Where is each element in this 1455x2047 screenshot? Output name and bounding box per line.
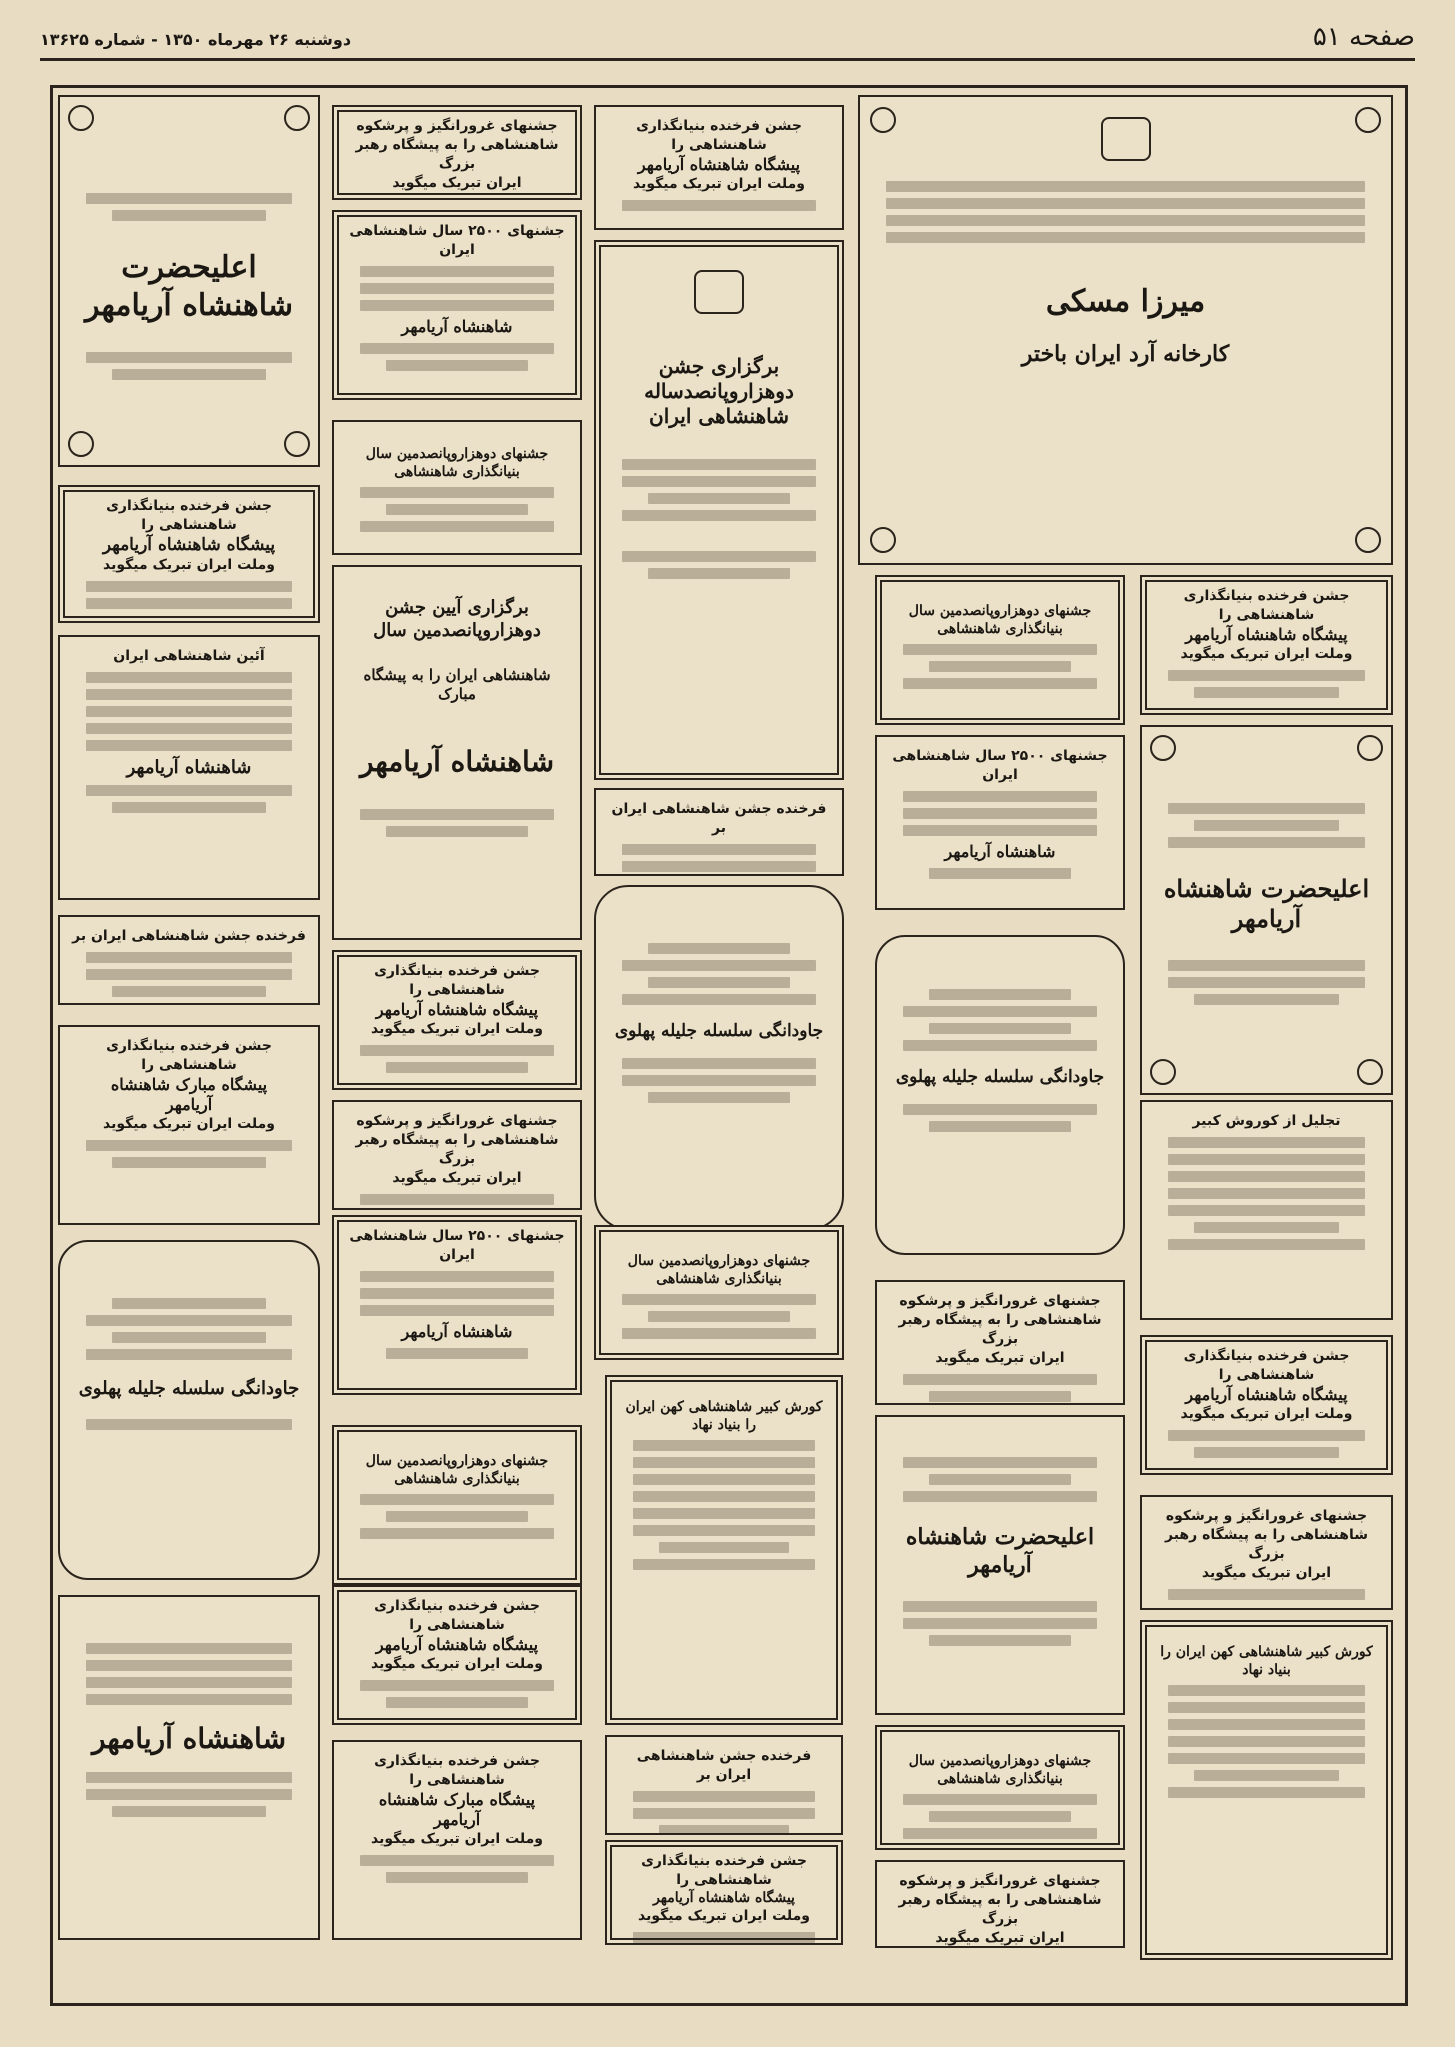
placeholder-text <box>112 1806 266 1817</box>
placeholder-text <box>886 181 1365 192</box>
placeholder-text <box>903 791 1097 802</box>
placeholder-text <box>86 581 292 592</box>
corner-ornament-icon <box>1150 735 1176 761</box>
issue-date-line: دوشنبه ۲۶ مهرماه ۱۳۵۰ - شماره ۱۳۶۲۵ <box>40 30 352 49</box>
ad-line: شاهنشاه آریامهر <box>401 1321 513 1341</box>
placeholder-text <box>648 568 790 579</box>
ad-headline: کورش کبیر شاهنشاهی کهن ایران را بنیاد نهاد <box>625 1399 823 1433</box>
ad-line: وملت ایران تبریک میگوید <box>633 175 805 192</box>
placeholder-text <box>1168 1719 1365 1730</box>
ad-line: شاهنشاهی را به پیشگاه رهبر بزرگ <box>355 1131 559 1167</box>
placeholder-text <box>633 1474 815 1485</box>
placeholder-text <box>633 1932 815 1943</box>
ad-d13 <box>875 1725 1125 1850</box>
ad-b10 <box>332 1740 582 1940</box>
ad-line: پیشگاه شاهنشاه آریامهر <box>375 1634 539 1654</box>
placeholder-text <box>929 1811 1071 1822</box>
ad-d4 <box>875 735 1125 910</box>
ad-headline: اعلیحضرت شاهنشاه آریامهر <box>905 1524 1095 1578</box>
ad-line: پیشگاه شاهنشاه آریامهر <box>1185 1384 1348 1404</box>
ad-headline: کورش کبیر شاهنشاهی کهن ایران را بنیاد نهاد <box>1160 1644 1373 1678</box>
ad-b8 <box>332 1425 582 1585</box>
ad-title: جشنهای غرورانگیز و پرشکوه <box>356 118 558 134</box>
ad-title: جشنهای غرورانگیز و پرشکوه <box>899 1873 1101 1889</box>
placeholder-text <box>360 1305 554 1316</box>
placeholder-text <box>1168 1787 1365 1798</box>
placeholder-text <box>1168 1702 1365 1713</box>
placeholder-text <box>633 1508 815 1519</box>
ad-title: فرخنده جشن شاهنشاهی ایران بر <box>72 928 306 944</box>
ad-headline: برگزاری آیین جشن دوهزاروپانصدمین سال <box>373 597 541 641</box>
placeholder-text <box>622 844 816 855</box>
ad-line: پیشگاه شاهنشاه آریامهر <box>102 534 276 555</box>
ad-line: وملت ایران تبریک میگوید <box>1180 645 1353 662</box>
ad-d9 <box>1140 1335 1393 1475</box>
ad-title: جشن فرخنده بنیانگذاری شاهنشاهی را <box>641 1853 807 1888</box>
placeholder-text <box>1194 820 1339 831</box>
corner-ornament-icon <box>1357 1059 1383 1085</box>
placeholder-text <box>633 1559 815 1570</box>
corner-ornament-icon <box>1150 1059 1176 1085</box>
ad-title: جشن فرخنده بنیانگذاری شاهنشاهی را <box>374 963 540 998</box>
placeholder-text <box>86 1349 292 1360</box>
ad-b6 <box>332 1100 582 1210</box>
ad-line: وملت ایران تبریک میگوید <box>103 557 275 574</box>
ad-c6 <box>605 1375 843 1725</box>
placeholder-text <box>86 785 292 796</box>
ad-line: پیشگاه مبارک شاهنشاه <box>110 1074 268 1094</box>
placeholder-text <box>622 960 816 971</box>
placeholder-text <box>903 1104 1097 1115</box>
placeholder-text <box>1168 837 1365 848</box>
ad-b3 <box>332 420 582 555</box>
ad-b4 <box>332 565 582 940</box>
placeholder-text <box>1194 687 1339 698</box>
placeholder-text <box>360 487 554 498</box>
ad-headline: اعلیحضرت شاهنشاه آریامهر <box>1163 874 1370 933</box>
ad-a4 <box>58 915 320 1005</box>
placeholder-text <box>386 504 528 515</box>
corner-ornament-icon <box>1355 107 1381 133</box>
emblem-icon <box>694 270 744 314</box>
ad-d2 <box>875 575 1125 725</box>
placeholder-text <box>622 1328 816 1339</box>
placeholder-text <box>86 1677 292 1688</box>
placeholder-text <box>86 723 292 734</box>
ad-line: وملت ایران تبریک میگوید <box>371 1655 543 1672</box>
ad-line: شاهنشاهی را به پیشگاه رهبر بزرگ <box>898 1311 1102 1347</box>
ad-d3 <box>1140 575 1393 715</box>
placeholder-text <box>903 1794 1097 1805</box>
ad-d5 <box>1140 725 1393 1095</box>
ad-a6 <box>58 1240 320 1580</box>
placeholder-text <box>112 802 266 813</box>
ad-d14 <box>875 1860 1125 1948</box>
corner-ornament-icon <box>870 107 896 133</box>
corner-ornament-icon <box>284 431 310 457</box>
ad-line: آریامهر <box>433 1809 481 1829</box>
placeholder-text <box>648 493 790 504</box>
placeholder-text <box>86 1315 292 1326</box>
placeholder-text <box>386 1511 528 1522</box>
ad-line: ایران تبریک میگوید <box>392 1169 522 1186</box>
ad-line: ایران تبریک میگوید <box>935 1929 1065 1946</box>
ad-title: آئین شاهنشاهی ایران <box>113 648 265 664</box>
placeholder-text <box>903 825 1097 836</box>
ad-d12 <box>1140 1620 1393 1960</box>
ad-title: جشن فرخنده بنیانگذاری شاهنشاهی را <box>106 498 272 533</box>
ad-line: شاهنشاهی را به پیشگاه رهبر بزرگ <box>355 136 559 172</box>
placeholder-text <box>360 343 554 354</box>
placeholder-text <box>360 809 554 820</box>
corner-ornament-icon <box>870 527 896 553</box>
placeholder-text <box>929 989 1071 1000</box>
ad-c5 <box>594 1225 844 1360</box>
placeholder-text <box>360 1271 554 1282</box>
placeholder-text <box>86 706 292 717</box>
placeholder-text <box>86 1419 292 1430</box>
ad-a7 <box>58 1595 320 1940</box>
placeholder-text <box>1168 1430 1365 1441</box>
placeholder-text <box>1168 1685 1365 1696</box>
ad-title: فرخنده جشن شاهنشاهی ایران بر <box>636 1748 812 1783</box>
ad-d1 <box>858 95 1393 565</box>
placeholder-text <box>86 1789 292 1800</box>
placeholder-text <box>903 1828 1097 1839</box>
ad-title: جشنهای غرورانگیز و پرشکوه <box>356 1113 558 1129</box>
ad-headline: جشنهای دوهزاروپانصدمین سال بنیانگذاری شاهنشاهی <box>908 1753 1092 1787</box>
ad-b9 <box>332 1585 582 1725</box>
placeholder-text <box>648 1311 790 1322</box>
ad-c8 <box>605 1840 843 1945</box>
placeholder-text <box>648 943 790 954</box>
placeholder-text <box>1194 994 1339 1005</box>
placeholder-text <box>1168 1736 1365 1747</box>
ad-title: جشن فرخنده بنیانگذاری شاهنشاهی را <box>374 1753 540 1788</box>
placeholder-text <box>112 1298 266 1309</box>
ad-line: وملت ایران تبریک میگوید <box>103 1115 275 1132</box>
placeholder-text <box>633 1457 815 1468</box>
placeholder-text <box>903 1374 1097 1385</box>
placeholder-text <box>86 352 292 363</box>
placeholder-text <box>360 266 554 277</box>
placeholder-text <box>386 1062 528 1073</box>
placeholder-text <box>1194 1447 1339 1458</box>
ad-headline: جاودانگی سلسله جلیله پهلوی <box>614 1021 824 1041</box>
ad-line: کارخانه آرد ایران باختر <box>1021 340 1230 367</box>
ad-headline: جاودانگی سلسله جلیله پهلوی <box>895 1067 1105 1087</box>
emblem-icon <box>1101 117 1151 161</box>
placeholder-text <box>86 1772 292 1783</box>
ad-headline: جشنهای دوهزاروپانصدمین سال بنیانگذاری شاهنشاهی <box>908 603 1092 637</box>
placeholder-text <box>622 1294 816 1305</box>
placeholder-text <box>633 1791 815 1802</box>
ad-line: شاهنشاهی را به پیشگاه رهبر بزرگ <box>1165 1526 1368 1562</box>
placeholder-text <box>929 1391 1071 1402</box>
ad-line: آریامهر <box>165 1094 213 1114</box>
placeholder-text <box>648 1092 790 1103</box>
placeholder-text <box>659 1825 789 1835</box>
ad-line: شاهنشاه آریامهر <box>944 841 1056 861</box>
placeholder-text <box>112 210 266 221</box>
ad-title: جشنهای غرورانگیز و پرشکوه <box>1165 1508 1368 1524</box>
ad-d8 <box>875 1280 1125 1405</box>
ad-headline: جاودانگی سلسله جلیله پهلوی <box>78 1378 300 1399</box>
ad-c4 <box>594 885 844 1230</box>
placeholder-text <box>360 1855 554 1866</box>
placeholder-text <box>622 510 816 521</box>
ad-c7 <box>605 1735 843 1835</box>
placeholder-text <box>86 672 292 683</box>
ad-title: تجلیل از کوروش کبیر <box>1192 1113 1341 1129</box>
placeholder-text <box>1168 803 1365 814</box>
ad-c1 <box>594 105 844 230</box>
ad-c2 <box>594 240 844 780</box>
placeholder-text <box>659 1542 789 1553</box>
placeholder-text <box>86 1643 292 1654</box>
placeholder-text <box>86 969 292 980</box>
ad-title: جشن فرخنده بنیانگذاری شاهنشاهی را <box>1183 588 1350 623</box>
ad-title: جشن فرخنده بنیانگذاری شاهنشاهی را <box>106 1038 272 1073</box>
placeholder-text <box>86 1694 292 1705</box>
ad-title: جشنهای ۲۵۰۰ سال شاهنشاهی ایران <box>349 1228 565 1263</box>
ad-a5 <box>58 1025 320 1225</box>
placeholder-text <box>360 283 554 294</box>
placeholder-text <box>1168 960 1365 971</box>
placeholder-text <box>1194 1222 1339 1233</box>
corner-ornament-icon <box>68 105 94 131</box>
placeholder-text <box>903 1618 1097 1629</box>
placeholder-text <box>1194 1770 1339 1781</box>
placeholder-text <box>633 1440 815 1451</box>
ad-line: شاهنشاهی را به پیشگاه رهبر بزرگ <box>898 1891 1102 1927</box>
ad-title: جشنهای ۲۵۰۰ سال شاهنشاهی ایران <box>892 748 1108 783</box>
placeholder-text <box>886 198 1365 209</box>
corner-ornament-icon <box>284 105 310 131</box>
placeholder-text <box>929 1023 1071 1034</box>
placeholder-text <box>622 551 816 562</box>
placeholder-text <box>112 1157 266 1168</box>
ad-line: پیشگاه شاهنشاه آریامهر <box>375 999 539 1019</box>
ad-line: پیشگاه مبارک شاهنشاه <box>378 1789 536 1809</box>
placeholder-text <box>886 215 1365 226</box>
placeholder-text <box>633 1525 815 1536</box>
placeholder-text <box>386 1348 528 1359</box>
ad-title: جشنهای غرورانگیز و پرشکوه <box>899 1293 1101 1309</box>
ad-line: شاهنشاه آریامهر <box>126 756 252 778</box>
placeholder-text <box>386 360 528 371</box>
placeholder-text <box>112 986 266 997</box>
placeholder-text <box>622 459 816 470</box>
ad-line: وملت ایران تبریک میگوید <box>371 1830 543 1847</box>
placeholder-text <box>86 952 292 963</box>
ad-line: شاهنشاهی ایران را به پیشگاه مبارک <box>363 666 551 703</box>
placeholder-text <box>86 689 292 700</box>
ad-line: شاهنشاه آریامهر <box>401 316 513 336</box>
ad-title: فرخنده جشن شاهنشاهی ایران بر <box>611 801 827 836</box>
placeholder-text <box>903 1040 1097 1051</box>
placeholder-text <box>648 977 790 988</box>
placeholder-text <box>386 1872 528 1883</box>
placeholder-text <box>929 661 1071 672</box>
ad-title: جشن فرخنده بنیانگذاری شاهنشاهی را <box>1183 1348 1350 1383</box>
placeholder-text <box>903 808 1097 819</box>
ad-line: پیشگاه شاهنشاه آریامهر <box>637 154 801 174</box>
ad-headline: جشنهای دوهزاروپانصدمین سال بنیانگذاری شاهنشاهی <box>365 446 549 480</box>
placeholder-text <box>112 369 266 380</box>
ad-line: ایران تبریک میگوید <box>1201 1564 1332 1581</box>
ad-d10 <box>875 1415 1125 1715</box>
placeholder-text <box>929 868 1071 879</box>
placeholder-text <box>86 598 292 609</box>
placeholder-text <box>360 300 554 311</box>
placeholder-text <box>112 1332 266 1343</box>
placeholder-text <box>360 1528 554 1539</box>
ad-line: ایران تبریک میگوید <box>935 1349 1065 1366</box>
placeholder-text <box>360 1045 554 1056</box>
placeholder-text <box>1168 1589 1365 1600</box>
placeholder-text <box>622 476 816 487</box>
ad-b5 <box>332 950 582 1090</box>
corner-ornament-icon <box>1357 735 1383 761</box>
placeholder-text <box>1168 1171 1365 1182</box>
ad-b1 <box>332 105 582 200</box>
corner-ornament-icon <box>68 431 94 457</box>
placeholder-text <box>622 200 816 211</box>
placeholder-text <box>360 1288 554 1299</box>
ad-line: پیشگاه شاهنشاه آریامهر <box>653 1889 795 1906</box>
page-number: صفحه ۵۱ <box>1312 22 1415 52</box>
placeholder-text <box>622 861 816 872</box>
ad-headline: جشنهای دوهزاروپانصدمین سال بنیانگذاری شاهنشاهی <box>627 1253 811 1287</box>
ad-line: وملت ایران تبریک میگوید <box>638 1908 810 1925</box>
placeholder-text <box>360 521 554 532</box>
placeholder-text <box>929 1635 1071 1646</box>
placeholder-text <box>903 1006 1097 1017</box>
placeholder-text <box>1168 1137 1365 1148</box>
ad-headline: برگزاری جشن دوهزاروپانصدساله شاهنشاهی ایران <box>644 354 794 428</box>
placeholder-text <box>86 1140 292 1151</box>
placeholder-text <box>1168 1753 1365 1764</box>
ad-headline: شاهنشاه آریامهر <box>91 1722 287 1755</box>
corner-ornament-icon <box>1355 527 1381 553</box>
placeholder-text <box>360 1494 554 1505</box>
placeholder-text <box>903 1491 1097 1502</box>
placeholder-text <box>903 1457 1097 1468</box>
placeholder-text <box>360 1680 554 1691</box>
ad-a3 <box>58 635 320 900</box>
placeholder-text <box>622 994 816 1005</box>
placeholder-text <box>1168 1239 1365 1250</box>
placeholder-text <box>1168 1154 1365 1165</box>
ad-a1 <box>58 95 320 467</box>
placeholder-text <box>386 1697 528 1708</box>
ad-b2 <box>332 210 582 400</box>
ad-line: ایران تبریک میگوید <box>392 174 522 191</box>
placeholder-text <box>886 232 1365 243</box>
placeholder-text <box>622 1075 816 1086</box>
ad-line: وملت ایران تبریک میگوید <box>371 1020 543 1037</box>
ad-c3 <box>594 788 844 876</box>
placeholder-text <box>903 1601 1097 1612</box>
placeholder-text <box>633 1491 815 1502</box>
ad-line: شاهنشاه آریامهر <box>359 744 555 778</box>
placeholder-text <box>1168 977 1365 988</box>
ad-title: جشن فرخنده بنیانگذاری شاهنشاهی را <box>374 1598 540 1633</box>
ad-headline: جشنهای دوهزاروپانصدمین سال بنیانگذاری شاهنشاهی <box>365 1453 549 1487</box>
ad-d7 <box>1140 1100 1393 1320</box>
ad-line: پیشگاه شاهنشاه آریامهر <box>1185 624 1348 644</box>
placeholder-text <box>386 826 528 837</box>
placeholder-text <box>86 193 292 204</box>
ad-b7 <box>332 1215 582 1395</box>
placeholder-text <box>929 1474 1071 1485</box>
page-header <box>40 18 1415 61</box>
placeholder-text <box>903 678 1097 689</box>
placeholder-text <box>929 1121 1071 1132</box>
placeholder-text <box>1168 1188 1365 1199</box>
placeholder-text <box>903 644 1097 655</box>
placeholder-text <box>86 740 292 751</box>
ad-d6 <box>875 935 1125 1255</box>
placeholder-text <box>360 1194 554 1205</box>
placeholder-text <box>622 1058 816 1069</box>
ad-line: وملت ایران تبریک میگوید <box>1180 1405 1353 1422</box>
ad-headline: اعلیحضرت شاهنشاه آریامهر <box>85 250 293 323</box>
placeholder-text <box>86 1660 292 1671</box>
ad-a2 <box>58 485 320 623</box>
placeholder-text <box>1168 670 1365 681</box>
ad-title: جشنهای ۲۵۰۰ سال شاهنشاهی ایران <box>349 223 565 258</box>
ad-title: جشن فرخنده بنیانگذاری شاهنشاهی را <box>636 118 802 153</box>
ad-headline: میرزا مسکی <box>1045 284 1206 319</box>
placeholder-text <box>633 1808 815 1819</box>
ad-d11 <box>1140 1495 1393 1610</box>
placeholder-text <box>1168 1205 1365 1216</box>
